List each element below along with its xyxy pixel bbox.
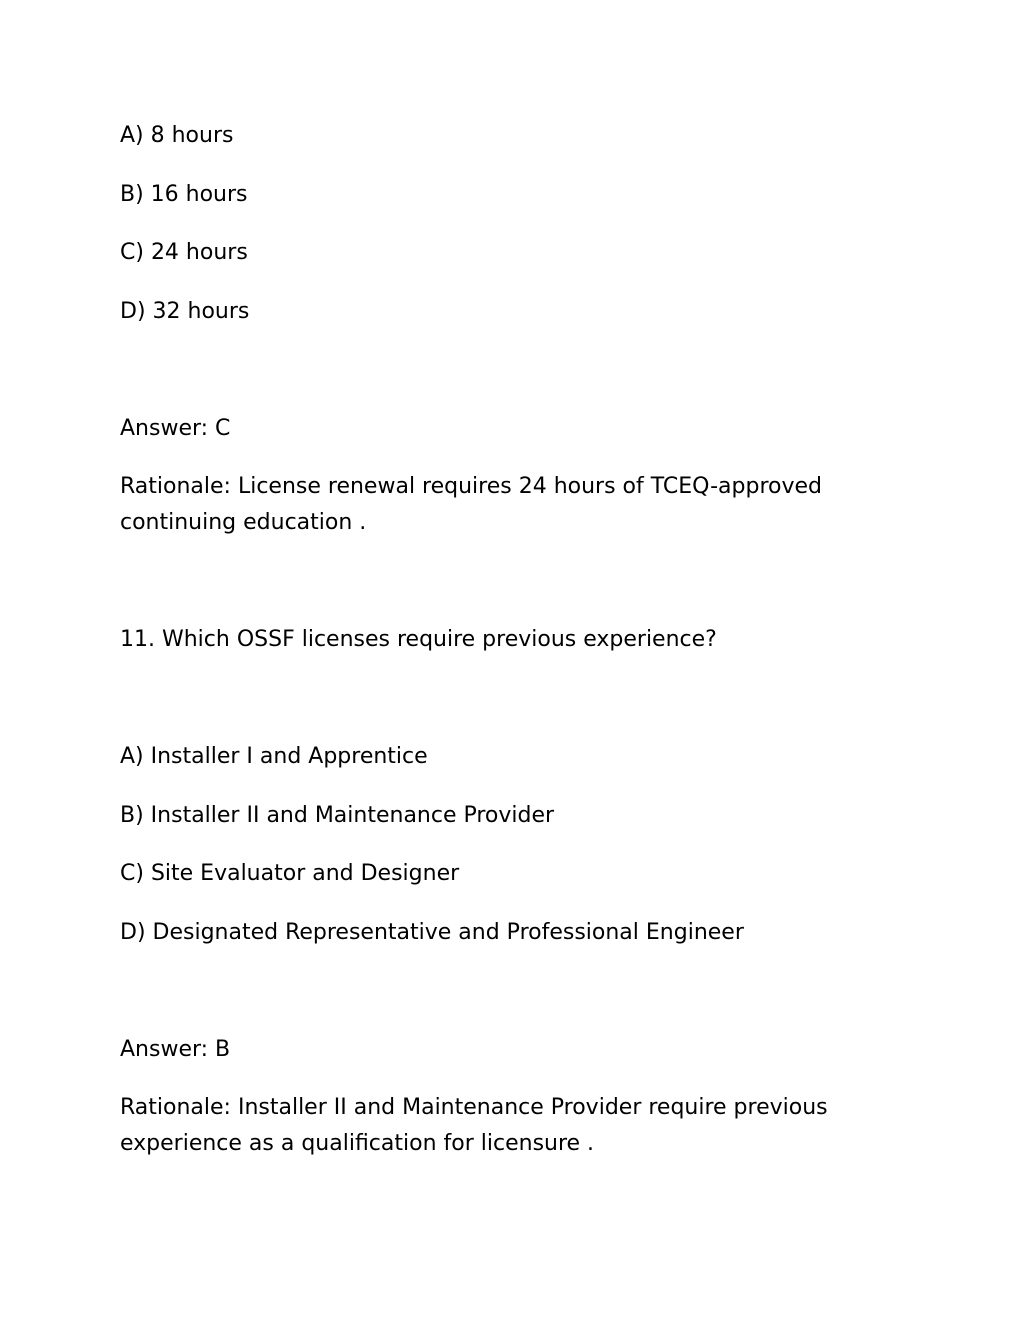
q10-rationale: Rationale: License renewal requires 24 hours of TCEQ-approved continuing education . bbox=[120, 474, 822, 535]
q11-option-c: C) Site Evaluator and Designer bbox=[120, 861, 460, 886]
q10-answer: Answer: C bbox=[120, 416, 231, 441]
q11-option-a: A) Installer I and Apprentice bbox=[120, 744, 428, 769]
q10-option-a: A) 8 hours bbox=[120, 123, 234, 148]
q11-answer: Answer: B bbox=[120, 1037, 231, 1062]
q11-question: 11. Which OSSF licenses require previous experience? bbox=[120, 627, 717, 652]
q11-option-d: D) Designated Representative and Professional Engineer bbox=[120, 920, 744, 945]
q11-rationale: Rationale: Installer II and Maintenance Provider require previous experience as a qualification for licensure . bbox=[120, 1095, 828, 1156]
q10-option-b: B) 16 hours bbox=[120, 182, 248, 207]
q10-option-d: D) 32 hours bbox=[120, 299, 250, 324]
q11-option-b: B) Installer II and Maintenance Provider bbox=[120, 803, 555, 828]
q10-option-c: C) 24 hours bbox=[120, 240, 248, 265]
